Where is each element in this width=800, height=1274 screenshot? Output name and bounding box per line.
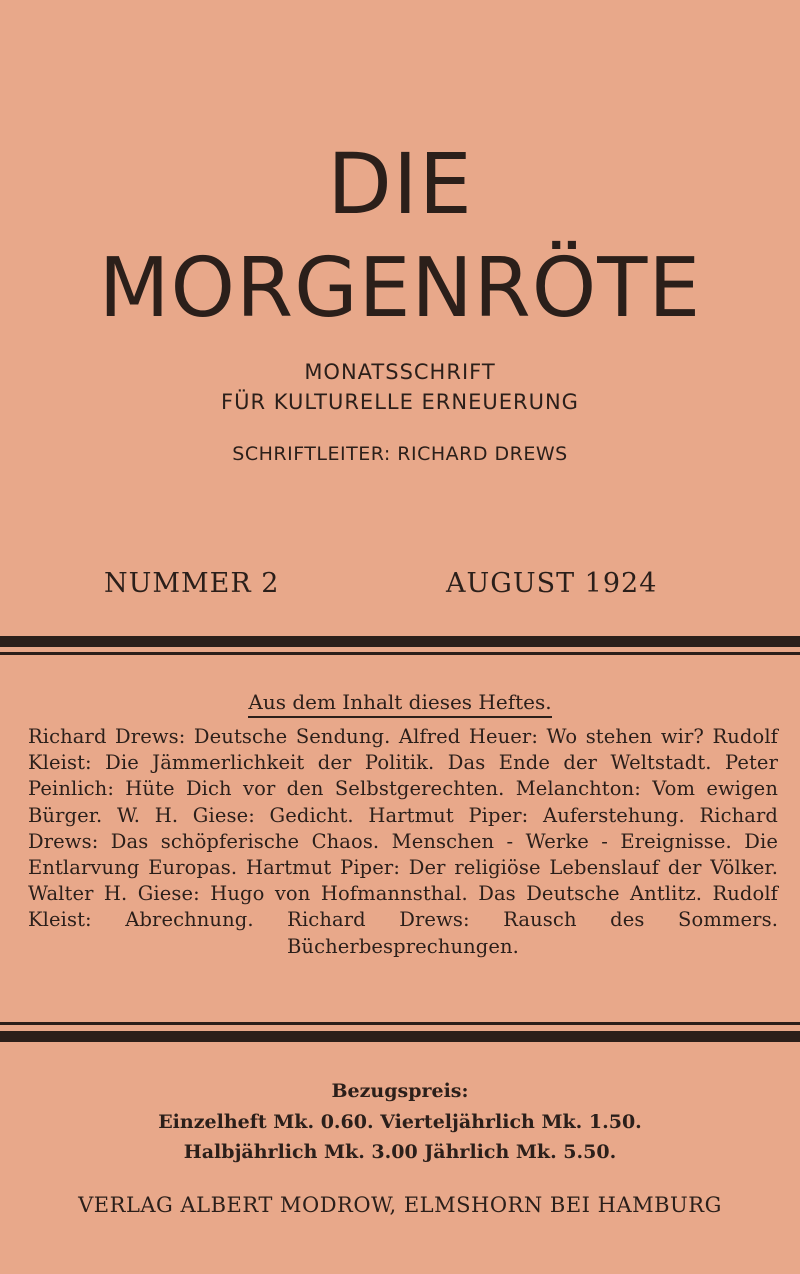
contents-text: Richard Drews: Deutsche Sendung. Alfred Heuer: Wo stehen wir? Rudolf Kleist: Die Jämmerlichkeit der Politik. Das Ende der Weltstadt. Peter Peinlich: Hüte Dich vor den Selbstgerechten. Melanchton: Vom ewigen Bürger. W. H. Giese: Gedicht. Hartmut Piper: Auferstehung. Richard Drews: Das schöpferische Chaos. Menschen - Werke - Ereignisse. Die Entlarvung Europas. Hartmut Piper: Der religiöse Lebenslauf der Völker. Walter H. Giese: Hugo von Hofmannsthal. Das Deutsche Antlitz. Rudolf Kleist: Abrechnung. Richard Drews: Rausch des Sommers. Bücherbesprechungen. [28,725,778,958]
title-line-1: DIE [327,135,473,233]
price-line-2: Halbjährlich Mk. 3.00 Jährlich Mk. 5.50. [183,1141,617,1163]
top-rule-thick [0,636,800,647]
issue-date: AUGUST 1924 [446,568,658,599]
contents-heading [0,690,800,714]
editor-line: SCHRIFTLEITER: RICHARD DREWS [232,443,568,465]
bottom-rule-thin [0,1022,800,1025]
publisher-line: VERLAG ALBERT MODROW, ELMSHORN BEI HAMBURG [78,1193,722,1217]
subtitle-line-1: MONATSSCHRIFT [304,360,496,384]
bottom-rule-thick [0,1031,800,1042]
subtitle-line-2: FÜR KULTURELLE ERNEUERUNG [221,390,579,414]
contents-heading-text: Aus dem Inhalt dieses Heftes. [248,690,551,718]
title-line-2: MORGENRÖTE [98,241,702,336]
issue-number: NUMMER 2 [104,568,280,599]
price-heading: Bezugspreis: [331,1080,469,1102]
price-line-1: Einzelheft Mk. 0.60. Vierteljährlich Mk. 1.50. [158,1111,642,1133]
top-rule-thin [0,652,800,655]
